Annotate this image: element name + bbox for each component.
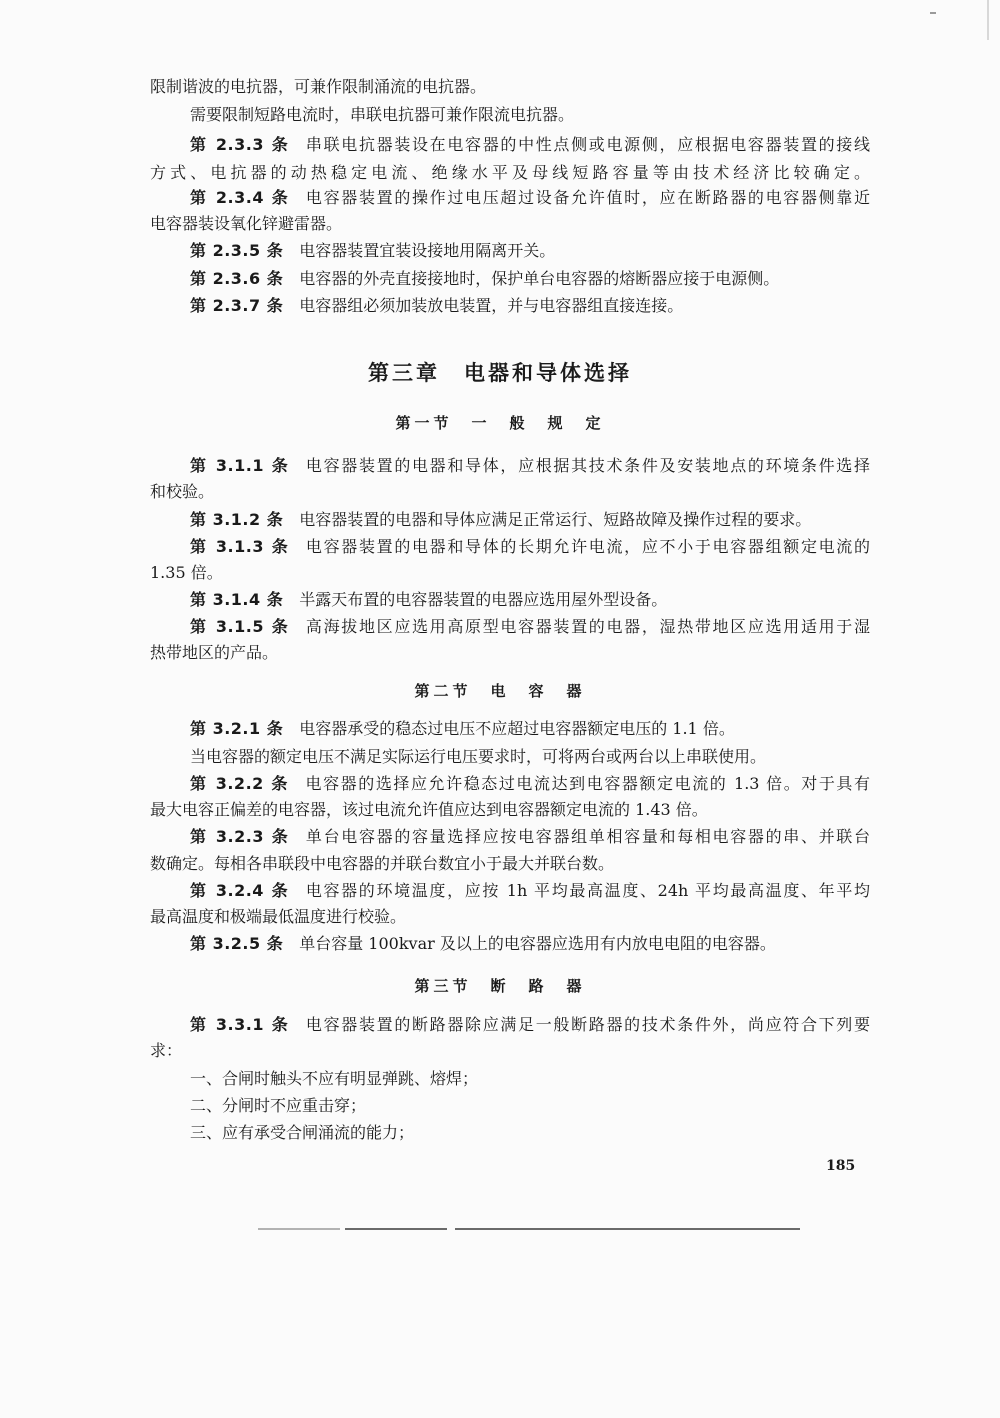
scan-artifact-line (455, 1228, 800, 1230)
article-2-3-3 (190, 134, 870, 156)
article-label: 第 3.3.1 条 (190, 1015, 290, 1034)
article-label: 第 3.1.5 条 (190, 617, 290, 636)
article-label: 第 2.3.6 条 (190, 269, 284, 288)
article-2-3-6 (190, 268, 910, 290)
article-3-2-4 (190, 880, 870, 902)
article-continuation: 最高温度和极端最低温度进行校验。 (150, 907, 407, 926)
article-label: 第 3.1.3 条 (190, 537, 290, 556)
section-title-1: 第一节 一 般 规 定 (395, 414, 605, 432)
article-text: 电容器装置的断路器除应满足一般断路器的技术条件外，尚应符合下列要 (305, 1015, 870, 1034)
article-label: 第 3.1.4 条 (190, 590, 284, 609)
page-number: 185 (826, 1158, 856, 1174)
article-3-1-2 (190, 509, 910, 531)
article-text: 电容器装置的操作过电压超过设备允许值时，应在断路器的电容器侧靠近 (305, 188, 870, 207)
paragraph-line: 限制谐波的电抗器，可兼作限制涌流的电抗器。 (150, 77, 487, 96)
scan-artifact-mark (930, 12, 936, 14)
article-text: 电容器装置的电器和导体应满足正常运行、短路故障及操作过程的要求。 (299, 510, 812, 529)
article-text: 电容器组必须加装放电装置，并与电容器组直接连接。 (299, 296, 684, 315)
article-label: 第 2.3.3 条 (190, 135, 290, 154)
article-text: 串联电抗器装设在电容器的中性点侧或电源侧，应根据电容器装置的接线 (305, 135, 870, 154)
article-text: 电容器装置的电器和导体的长期允许电流，应不小于电容器组额定电流的 (305, 537, 870, 556)
scan-artifact-line (345, 1228, 447, 1230)
article-text: 半露天布置的电容器装置的电器应选用屋外型设备。 (299, 590, 668, 609)
article-2-3-5 (190, 240, 910, 262)
article-3-2-3 (190, 826, 870, 848)
chapter-title: 第三章 电器和导体选择 (368, 361, 632, 385)
section-title-3: 第三节 断 路 器 (414, 977, 586, 995)
paragraph-line: 当电容器的额定电压不满足实际运行电压要求时，可将两台或两台以上串联使用。 (190, 747, 767, 766)
article-text: 单台电容器的容量选择应按电容器组单相容量和每相电容器的串、并联台 (305, 827, 870, 846)
article-text: 电容器承受的稳态过电压不应超过电容器额定电压的 1.1 倍。 (299, 719, 735, 738)
article-label: 第 3.2.4 条 (190, 881, 290, 900)
paragraph-line: 需要限制短路电流时，串联电抗器可兼作限流电抗器。 (190, 105, 575, 124)
article-text: 电容器的外壳直接接地时，保护单台电容器的熔断器应接于电源侧。 (299, 269, 780, 288)
article-text: 电容器装置宜装设接地用隔离开关。 (299, 241, 556, 260)
article-label: 第 3.2.2 条 (190, 774, 290, 793)
article-label: 第 3.2.5 条 (190, 934, 284, 953)
scan-edge (987, 0, 989, 40)
article-continuation: 数确定。每相各串联段中电容器的并联台数宜小于最大并联台数。 (150, 854, 615, 873)
section-title-2: 第二节 电 容 器 (414, 682, 586, 700)
article-2-3-4 (190, 187, 870, 209)
article-3-1-5 (190, 616, 870, 638)
article-label: 第 3.1.2 条 (190, 510, 284, 529)
article-3-1-1 (190, 455, 870, 477)
article-text: 电容器的选择应允许稳态过电流达到电容器额定电流的 1.3 倍。对于具有 (305, 774, 871, 793)
article-continuation: 1.35 倍。 (150, 563, 223, 582)
article-continuation: 方式、电抗器的动热稳定电流、绝缘水平及母线短路容量等由技术经济比较确定。 (150, 163, 870, 182)
article-2-3-7 (190, 295, 910, 317)
article-continuation: 热带地区的产品。 (150, 643, 279, 662)
article-label: 第 2.3.5 条 (190, 241, 284, 260)
article-3-1-4 (190, 589, 910, 611)
list-item: 二、分闸时不应重击穿； (190, 1096, 367, 1115)
article-3-3-1 (190, 1014, 870, 1036)
article-3-2-1 (190, 718, 910, 740)
article-continuation: 最大电容正偏差的电容器，该过电流允许值应达到电容器额定电流的 1.43 倍。 (150, 800, 708, 819)
article-continuation: 电容器装设氧化锌避雷器。 (150, 214, 343, 233)
article-label: 第 2.3.7 条 (190, 296, 284, 315)
article-3-2-2 (190, 773, 870, 795)
article-text: 电容器装置的电器和导体，应根据其技术条件及安装地点的环境条件选择 (305, 456, 870, 475)
article-label: 第 3.2.1 条 (190, 719, 284, 738)
article-continuation: 求： (150, 1041, 183, 1060)
list-item: 三、应有承受合闸涌流的能力； (190, 1123, 415, 1142)
article-text: 高海拔地区应选用高原型电容器装置的电器，湿热带地区应选用适用于湿 (305, 617, 870, 636)
article-label: 第 3.2.3 条 (190, 827, 290, 846)
article-3-1-3 (190, 536, 870, 558)
list-item: 一、合闸时触头不应有明显弹跳、熔焊； (190, 1069, 479, 1088)
article-text: 单台容量 100kvar 及以上的电容器应选用有内放电电阻的电容器。 (299, 934, 776, 953)
article-3-2-5 (190, 933, 910, 955)
article-label: 第 3.1.1 条 (190, 456, 290, 475)
article-continuation: 和校验。 (150, 482, 215, 501)
article-text: 电容器的环境温度，应按 1h 平均最高温度、24h 平均最高温度、年平均 (305, 881, 870, 900)
article-label: 第 2.3.4 条 (190, 188, 290, 207)
scan-artifact-line (258, 1228, 340, 1230)
